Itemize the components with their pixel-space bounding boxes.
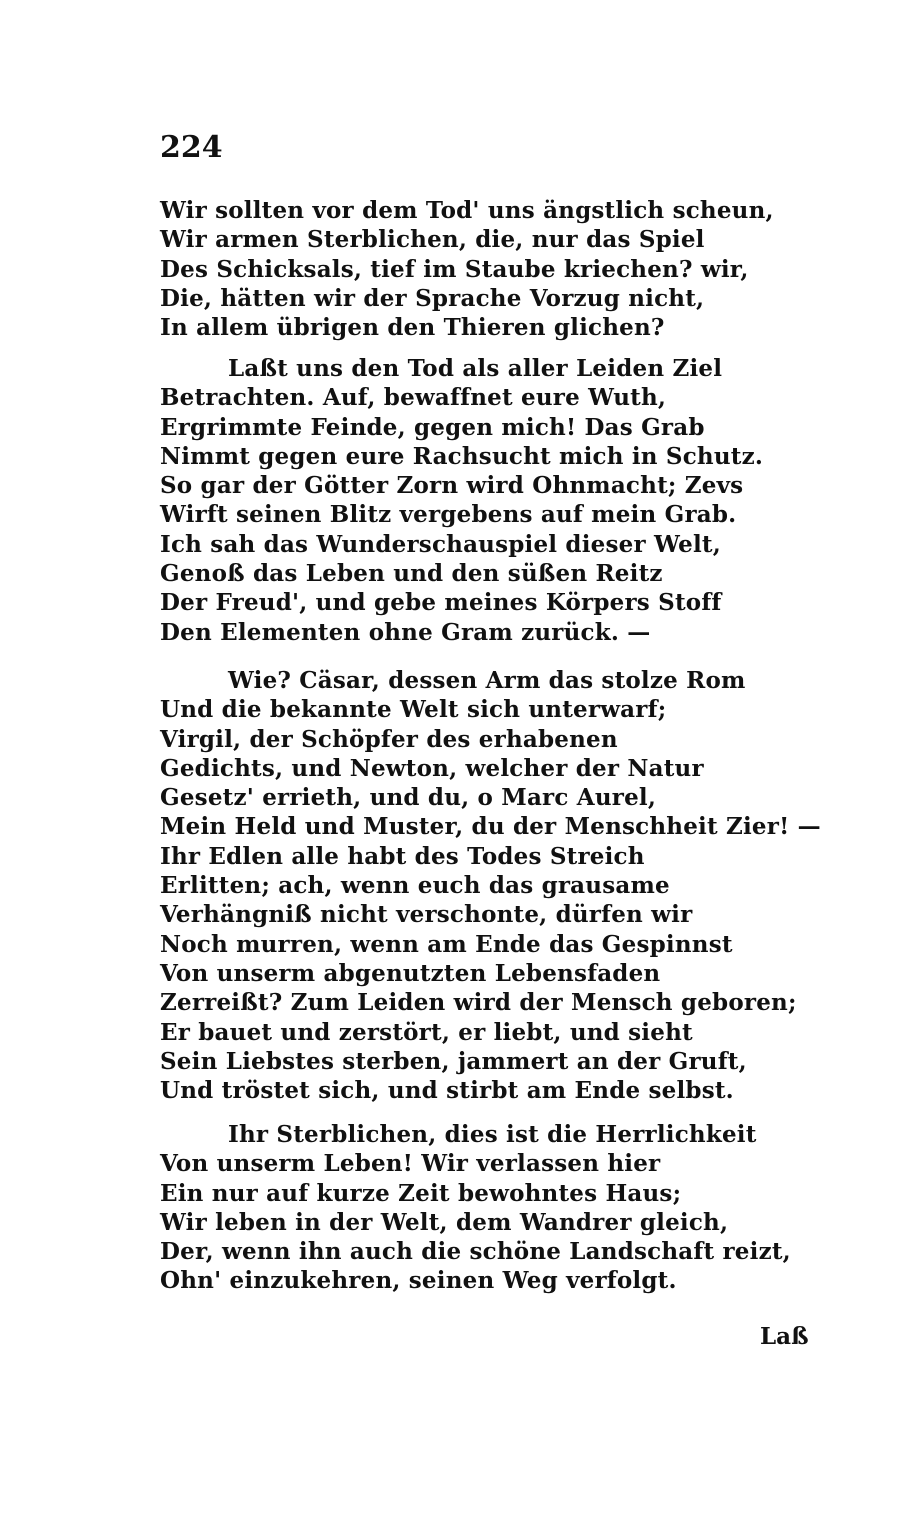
verse-line: Gedichts, und Newton, welcher der Natur: [160, 754, 704, 782]
verse-line: Der, wenn ihn auch die schöne Landschaft reizt,: [160, 1238, 791, 1266]
verse-line: Von unserm abgenutzten Lebensfaden: [160, 959, 661, 987]
verse-line: Der Freud', und gebe meines Körpers Stoff: [160, 589, 722, 617]
verse-line: Betrachten. Auf, bewaffnet eure Wuth,: [160, 384, 667, 412]
verse-line: Wirft seinen Blitz vergebens auf mein Grab.: [160, 501, 737, 529]
verse-line: Und tröstet sich, und stirbt am Ende selbst.: [160, 1077, 734, 1105]
verse-line: Von unserm Leben! Wir verlassen hier: [160, 1150, 661, 1178]
verse-line: Laßt uns den Tod als aller Leiden Ziel: [228, 355, 723, 382]
verse-line: Ohn' einzukehren, seinen Weg verfolgt.: [160, 1267, 677, 1295]
verse-line: Erlitten; ach, wenn euch das grausame: [160, 872, 670, 900]
verse-line: Ihr Edlen alle habt des Todes Streich: [160, 842, 645, 870]
stanza-1: [160, 196, 800, 342]
stanza-2: [160, 354, 800, 647]
verse-line: Des Schicksals, tief im Staube kriechen? wir,: [160, 255, 749, 283]
verse-line: Und die bekannte Welt sich unterwarf;: [160, 696, 667, 724]
verse-line: Wie? Cäsar, dessen Arm das stolze Rom: [228, 667, 746, 694]
verse-line: In allem übrigen den Thieren glichen?: [160, 314, 665, 342]
verse-line: Wir leben in der Welt, dem Wandrer gleich,: [160, 1208, 729, 1236]
verse-line: So gar der Götter Zorn wird Ohnmacht; Zevs: [160, 472, 744, 500]
verse-line: Nimmt gegen eure Rachsucht mich in Schutz.: [160, 442, 764, 470]
verse-line: Gesetz' errieth, und du, o Marc Aurel,: [160, 784, 657, 812]
verse-line: Wir armen Sterblichen, die, nur das Spiel: [160, 226, 705, 254]
verse-line: Verhängniß nicht verschonte, dürfen wir: [160, 901, 693, 929]
verse-line: Noch murren, wenn am Ende das Gespinnst: [160, 930, 733, 958]
verse-line: Ein nur auf kurze Zeit bewohntes Haus;: [160, 1179, 682, 1207]
verse-line: Wir sollten vor dem Tod' uns ängstlich scheun,: [160, 197, 774, 224]
verse-line: Ergrimmte Feinde, gegen mich! Das Grab: [160, 413, 705, 441]
verse-line: Virgil, der Schöpfer des erhabenen: [160, 725, 618, 753]
verse-line: Genoß das Leben und den süßen Reitz: [160, 560, 663, 588]
verse-line: Ihr Sterblichen, dies ist die Herrlichkeit: [228, 1121, 757, 1148]
verse-line: Die, hätten wir der Sprache Vorzug nicht,: [160, 284, 705, 312]
catchword: Laß: [760, 1323, 809, 1350]
verse-line: Er bauet und zerstört, er liebt, und sieht: [160, 1018, 693, 1046]
verse-line: Mein Held und Muster, du der Menschheit Zier! —: [160, 813, 821, 841]
page-number: 224: [160, 130, 223, 165]
verse-line: Ich sah das Wunderschauspiel dieser Welt,: [160, 530, 721, 558]
stanza-3: [160, 666, 821, 1105]
verse-line: Sein Liebstes sterben, jammert an der Gruft,: [160, 1047, 747, 1075]
stanza-4: [160, 1120, 800, 1296]
verse-line: Zerreißt? Zum Leiden wird der Mensch geboren;: [160, 989, 797, 1017]
verse-line: Den Elementen ohne Gram zurück. —: [160, 618, 651, 646]
